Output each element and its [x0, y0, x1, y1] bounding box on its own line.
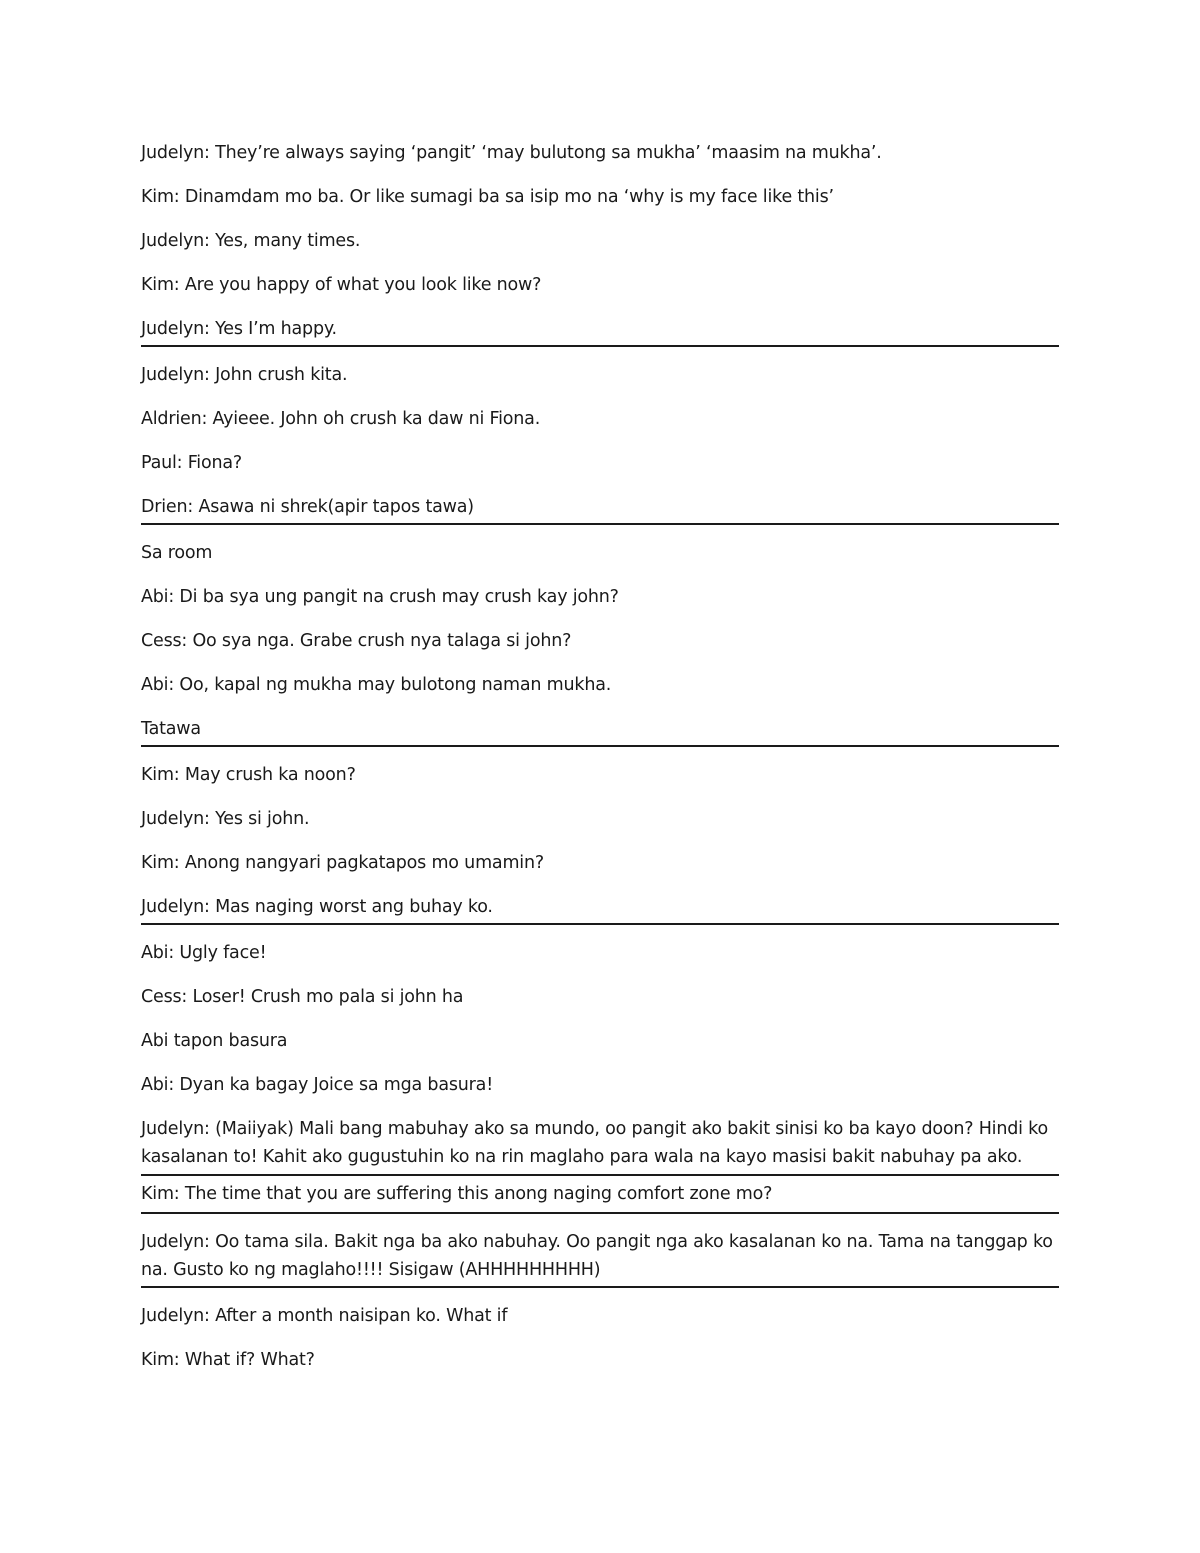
section-divider — [141, 1174, 1059, 1176]
dialogue-line: Kim: Anong nangyari pagkatapos mo umamin? — [141, 853, 544, 873]
dialogue-line: Sa room — [141, 543, 213, 563]
dialogue-section — [141, 139, 1059, 343]
dialogue-line: Judelyn: Yes si john. — [141, 809, 310, 829]
dialogue-line: Abi tapon basura — [141, 1031, 288, 1051]
dialogue-line: Judelyn: (Maiiyak) Mali bang mabuhay ako sa mundo, oo pangit ako bakit sinisi ko ba kayo doon? Hindi ko kasalanan to! Kahit ako gugustuhin ko na rin maglaho para wala na kayo masisi bakit nabuhay pa ako. — [141, 1119, 1048, 1167]
dialogue-line: Judelyn: John crush kita. — [141, 365, 348, 385]
dialogue-section — [141, 361, 1059, 521]
dialogue-section — [141, 1302, 1059, 1374]
section-divider — [141, 923, 1059, 925]
dialogue-line: Kim: The time that you are suffering this anong naging comfort zone mo? — [141, 1184, 773, 1204]
dialogue-line: Abi: Di ba sya ung pangit na crush may crush kay john? — [141, 587, 619, 607]
dialogue-section — [141, 939, 1059, 1171]
dialogue-line: Judelyn: Mas naging worst ang buhay ko. — [141, 897, 493, 917]
dialogue-section — [141, 1180, 1059, 1208]
dialogue-line: Judelyn: After a month naisipan ko. What if — [141, 1306, 508, 1326]
section-divider — [141, 523, 1059, 525]
dialogue-line: Kim: Are you happy of what you look like now? — [141, 275, 542, 295]
section-divider — [141, 745, 1059, 747]
section-divider — [141, 1286, 1059, 1288]
dialogue-line: Aldrien: Ayieee. John oh crush ka daw ni Fiona. — [141, 409, 541, 429]
dialogue-line: Tatawa — [141, 719, 201, 739]
dialogue-line: Judelyn: They’re always saying ‘pangit’ ‘may bulutong sa mukha’ ‘maasim na mukha’. — [141, 143, 882, 163]
dialogue-section — [141, 761, 1059, 921]
dialogue-section — [141, 539, 1059, 743]
dialogue-section — [141, 1228, 1059, 1284]
document-body — [141, 139, 1059, 1374]
section-divider — [141, 1212, 1059, 1214]
dialogue-line: Cess: Loser! Crush mo pala si john ha — [141, 987, 464, 1007]
dialogue-line: Drien: Asawa ni shrek(apir tapos tawa) — [141, 497, 474, 517]
dialogue-line: Kim: Dinamdam mo ba. Or like sumagi ba sa isip mo na ‘why is my face like this’ — [141, 187, 834, 207]
dialogue-line: Kim: May crush ka noon? — [141, 765, 356, 785]
dialogue-line: Judelyn: Yes, many times. — [141, 231, 361, 251]
section-divider — [141, 345, 1059, 347]
dialogue-line: Judelyn: Oo tama sila. Bakit nga ba ako nabuhay. Oo pangit nga ako kasalanan ko na. Tama na tanggap ko na. Gusto ko ng maglaho!!!! Sisigaw (AHHHHHHHHH) — [141, 1232, 1053, 1280]
dialogue-line: Kim: What if? What? — [141, 1350, 315, 1370]
dialogue-line: Abi: Ugly face! — [141, 943, 267, 963]
dialogue-line: Cess: Oo sya nga. Grabe crush nya talaga si john? — [141, 631, 572, 651]
dialogue-line: Abi: Dyan ka bagay Joice sa mga basura! — [141, 1075, 494, 1095]
dialogue-line: Judelyn: Yes I’m happy. — [141, 319, 337, 339]
dialogue-line: Abi: Oo, kapal ng mukha may bulotong naman mukha. — [141, 675, 612, 695]
dialogue-line: Paul: Fiona? — [141, 453, 242, 473]
